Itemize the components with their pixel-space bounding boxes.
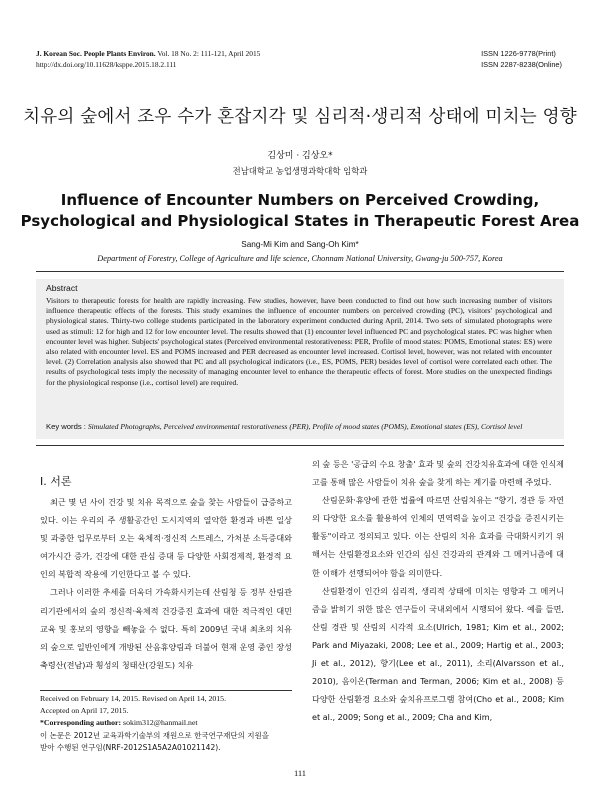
paragraph: 산림문화·휴양에 관한 법률에 따르면 산림치유는 "향기, 경관 등 자연의 다양한 요소를 활용하여 인체의 면역력을 높이고 건강을 증진시키는 활동"이라고 정의되고 있다. 이는 산림의 치유 효과를 극대화시키기 위해서는 산림환경요소와 인간의 심신 건강과의 관계와 그 메커니즘에 대한 이해가 선행되어야 함을 의미한다. <box>312 495 564 578</box>
paragraph: 최근 몇 년 사이 건강 및 치유 목적으로 숲을 찾는 사람들이 급증하고 있다. 이는 우리의 주 생활공간인 도시지역의 열악한 환경과 바쁜 일상 및 과중한 업무로부터 오는 육체적·정신적 스트레스, 가처분 소득증대와 여가시간 증가, 건강에 대한 관심 증대 등 다양한 사회경제적, 환경적 요인의 복합적 작용에 기인한다고 볼 수 있다. <box>40 497 292 580</box>
keywords-list: Simulated Photographs, Perceived environmental restorativeness (PER), Profile of mood states (POMS), Emotional states (ES), Cortisol level <box>87 422 523 431</box>
issn-online: ISSN 2287-8238(Online) <box>481 60 562 69</box>
journal-name: J. Korean Soc. People Plants Environ. <box>36 49 156 58</box>
korean-authors: 김상미 · 김상오* <box>267 151 333 161</box>
keywords <box>46 421 552 432</box>
accepted-date: Accepted on April 17, 2015. <box>40 706 129 716</box>
doi-link[interactable]: http://dx.doi.org/10.11628/ksppe.2015.18.2.111 <box>36 60 177 69</box>
corresponding-label: *Corresponding author: <box>40 718 122 728</box>
english-title-line-2: Psychological and Physiological States in Therapeutic Forest Area <box>20 212 580 230</box>
paragraph: 의 숲 등은 '공급의 수요 창출' 효과 및 숲의 건강치유효과에 대한 인식제고를 통해 많은 사람들이 치유 숲을 찾게 하는 계기를 마련해 주었다. <box>312 459 564 488</box>
right-column <box>312 455 564 726</box>
paragraph: 그러나 이러한 추세를 더욱더 가속화시키는데 산림청 등 정부 산림관리기관에서의 숲의 정신적·육체적 건강증진 효과에 대한 적극적인 대민 교육 및 홍보의 영향을 빼놓을 수 없다. 특히 2009년 국내 최초의 치유의 숲으로 일반인에게 개방된 산음휴양림과 더불어 현재 운영 중인 장성 축령산(전남)과 횡성의 청태산(강원도) 치유 <box>40 587 292 670</box>
footnote-rule <box>40 690 292 691</box>
english-title <box>0 190 600 232</box>
footnote <box>40 693 292 754</box>
corresponding-author <box>40 717 292 729</box>
abstract-text: Visitors to therapeutic forests for health are rapidly increasing. Few studies, however, have been conducted to find out how such increasing number of visitors influence therapeutic effects of the forests. This study examines the influence of encounter numbers on perceived crowding (PC), visitors' psychological and physiological states. Thirty-two college students participated in the laboratory experiment conducted during April, 2014. Two sets of simulated photographs were used as stimuli: 12 for high and 12 for low encounter level. The results showed that (1) encounter level influenced PC and psychological states. PC was higher when encounter level was higher. Subjects' psychological states (Perceived environmental restorativeness: PER, Profile of mood states: POMS, Emotional states: ES) were also related with encounter level. ES and POMS increased and PER decreased as encounter level increased. Cortisol level, however, was not related with encounter level. (2) Correlation analysis also showed that PC and all psychological indicators (i.e., ES, POMS, PER) besides level of cortisol were correlated each other. The results of psychological tests imply the necessity of managing encounter level to enhance the therapeutic effects of forest. More studies on the unexpected findings for the physiological response (i.e., cortisol level) are required. <box>46 296 552 387</box>
korean-affiliation: 전남대학교 농업생명과학대학 임학과 <box>232 166 368 176</box>
left-column <box>40 493 292 674</box>
english-affiliation: Department of Forestry, College of Agriculture and life science, Chonnam National University, Gwang-ju 500-757, Korea <box>97 254 503 263</box>
english-title-line-1: Influence of Encounter Numbers on Perceived Crowding, <box>60 191 540 209</box>
journal-header <box>36 48 260 70</box>
english-authors: Sang-Mi Kim and Sang-Oh Kim* <box>241 240 359 249</box>
funding-line-2: 받아 수행된 연구임(NRF-2012S1A5A2A01021142). <box>40 742 221 752</box>
page-number: 111 <box>293 768 307 778</box>
funding-line-1: 이 논문은 2012년 교육과학기술부의 재원으로 한국연구재단의 지원을 <box>40 730 270 740</box>
received-date: Received on February 14, 2015. Revised on April 14, 2015. <box>40 694 227 703</box>
paragraph: 산림환경이 인간의 심리적, 생리적 상태에 미치는 영향과 그 메커니즘을 밝히기 위한 많은 연구들이 국내외에서 시행되어 왔다. 예를 들면, 산림 경관 및 산림의 시각적 요소(Ulrich, 1981; Kim et al., 2002; Park and Miyazaki, 2008; Lee et al., 2009; Hartig et al., 2003; Ji et al., 2012), 향기(Lee et al., 2011), 소리(Alvarsson et al., 2010), 음이온(Terman and Terman, 2006; Kim et al., 2008) 등 다양한 산림환경 요소와 숲치유프로그램 참여(Cho et al., 2008; Kim et al., 2009; Song et al., 2009; Cha and Kim, <box>312 585 564 723</box>
journal-volume: Vol. 18 No. 2: 111-121, April 2015 <box>157 49 261 58</box>
issn-block <box>481 48 562 70</box>
abstract-bottom-rule <box>36 445 564 446</box>
abstract-heading: Abstract <box>46 283 78 293</box>
section-heading-intro: Ⅰ. 서론 <box>40 475 72 488</box>
korean-title: 치유의 숲에서 조우 수가 혼잡지각 및 심리적·생리적 상태에 미치는 영향 <box>23 107 577 127</box>
issn-print: ISSN 1226-9778(Print) <box>481 49 556 58</box>
keywords-label: Key words : <box>46 422 86 431</box>
corresponding-email[interactable]: sokim312@hanmail.net <box>123 718 198 728</box>
abstract-top-rule <box>36 271 564 272</box>
